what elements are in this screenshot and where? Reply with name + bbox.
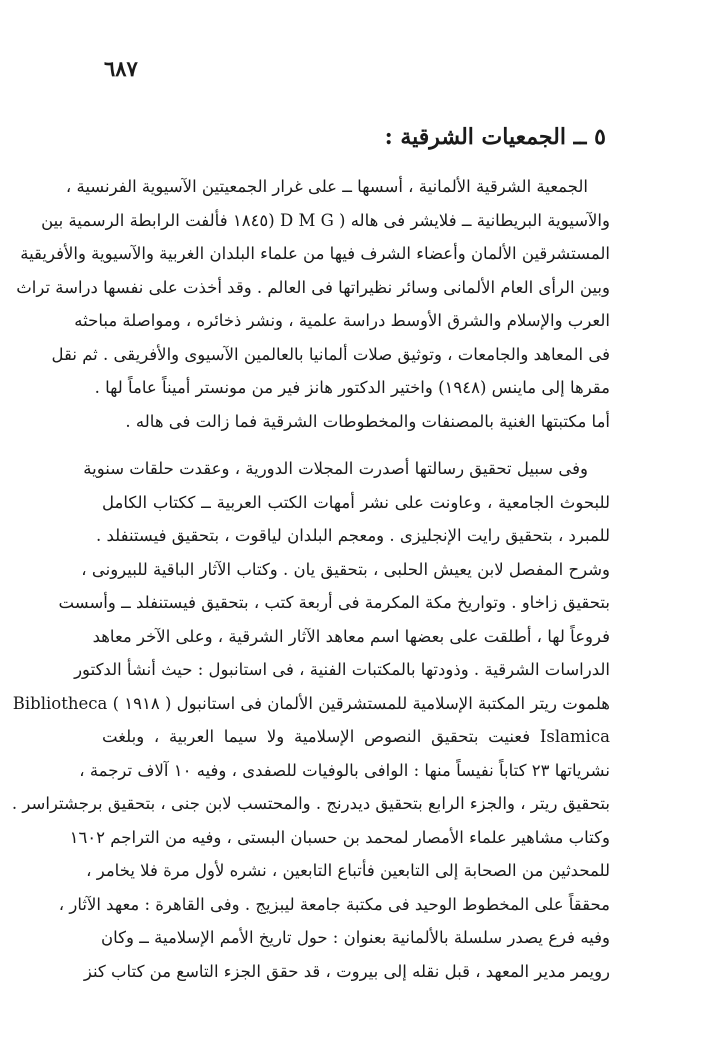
text-line: نشرياتها ٢٣ كتاباً نفيساً منها : الوافى بالوفيات للصفدى ، وفيه ١٠ آلاف ترجمة ، [79, 760, 610, 780]
text-line: وفى سبيل تحقيق رسالتها أصدرت المجلات الدورية ، وعقدت حلقات سنوية [83, 459, 588, 478]
text-line: الدراسات الشرقية . وذودتها بالمكتبات الفنية ، فى استانبول : حيث أنشأ الدكتور [74, 660, 610, 679]
text-line: الجمعية الشرقية الألمانية ، أسسها ــ على غرار الجمعيتين الآسيوية الفرنسية ، [65, 177, 588, 196]
section-heading: ٥ ــ الجمعيات الشرقية : [384, 124, 606, 150]
text-line: بتحقيق زاخاو . وتواريخ مكة المكرمة فى أربعة كتب ، بتحقيق فيستنفلد ــ وأسست [58, 593, 610, 612]
text-line: للمبرد ، بتحقيق رايت الإنجليزى . ومعجم البلدان لياقوت ، بتحقيق فيستنفلد . [95, 526, 610, 545]
text-line: فى المعاهد والجامعات ، وتوثيق صلات ألمانيا بالعالمين الآسيوى والأفريقى . ثم نقل [51, 344, 610, 364]
text-line: وكتاب مشاهير علماء الأمصار لمحمد بن حسبان البستى ، وفيه من التراجم ١٦٠٢ [69, 827, 610, 847]
text-line: العرب والإسلام والشرق الأوسط دراسة علمية ، ونشر ذخائره ، ومواصلة مباحثه [74, 311, 610, 330]
text-line: Islamica فعنيت بتحقيق النصوص الإسلامية ولا سيما العربية ، وبلغت [102, 727, 610, 746]
text-line: محققاً على المخطوط الوحيد فى مكتبة جامعة ليبزيج . وفى القاهرة : معهد الآثار ، [58, 894, 610, 914]
text-line: بتحقيق ريتر ، والجزء الرابع بتحقيق ديدرنج . والمحتسب لابن جنى ، بتحقيق برجشتراسر . [11, 794, 610, 813]
text-line: أما مكتبتها الغنية بالمصنفات والمخطوطات الشرقية فما زالت فى هاله . [125, 411, 610, 431]
text-line: مقرها إلى ماينس (١٩٤٨) واختير الدكتور هانز فير من مونستر أميناً عاماً لها . [94, 378, 610, 397]
paragraph-2 [11, 452, 610, 988]
text-line: للبحوث الجامعية ، وعاونت على نشر أمهات الكتب العربية ــ ككتاب الكامل [102, 492, 610, 512]
text-line: رويمر مدير المعهد ، قبل نقله إلى بيروت ، قد حقق الجزء التاسع من كتاب كنز [83, 961, 610, 981]
text-line: وبين الرأى العام الألمانى وسائر نظيراتها فى العالم . وقد أخذت على نفسها دراسة تراث [16, 277, 610, 297]
text-line: للمحدثين من الصحابة إلى التابعين فأتباع التابعين ، نشره لأول مرة فلا يخامر ، [86, 861, 610, 880]
paragraph-1 [16, 170, 610, 438]
text-line: والآسيوية البريطانية ــ فلايشر فى هاله ( D M G (١٨٤٥ فألفت الرابطة الرسمية بين [41, 210, 610, 230]
text-line: هلموت ريتر المكتبة الإسلامية للمستشرقين الألمان فى استانبول ( ١٩١٨ ) Bibliotheca [12, 693, 610, 713]
text-line: المستشرقين الألمان وأعضاء الشرف فيها من علماء البلدان الغربية والآسيوية والأفريقية [20, 244, 610, 263]
page-number: ٦٨٧ [104, 56, 138, 81]
text-line: وفيه فرع يصدر سلسلة بالألمانية بعنوان : حول تاريخ الأمم الإسلامية ــ وكان [101, 928, 610, 947]
text-line: وشرح المفصل لابن يعيش الحلبى ، بتحقيق يان . وكتاب الآثار الباقية للبيرونى ، [81, 559, 610, 579]
text-line: فروعاً لها ، أطلقت على بعضها اسم معاهد الآثار الشرقية ، وعلى الآخر معاهد [92, 626, 610, 646]
